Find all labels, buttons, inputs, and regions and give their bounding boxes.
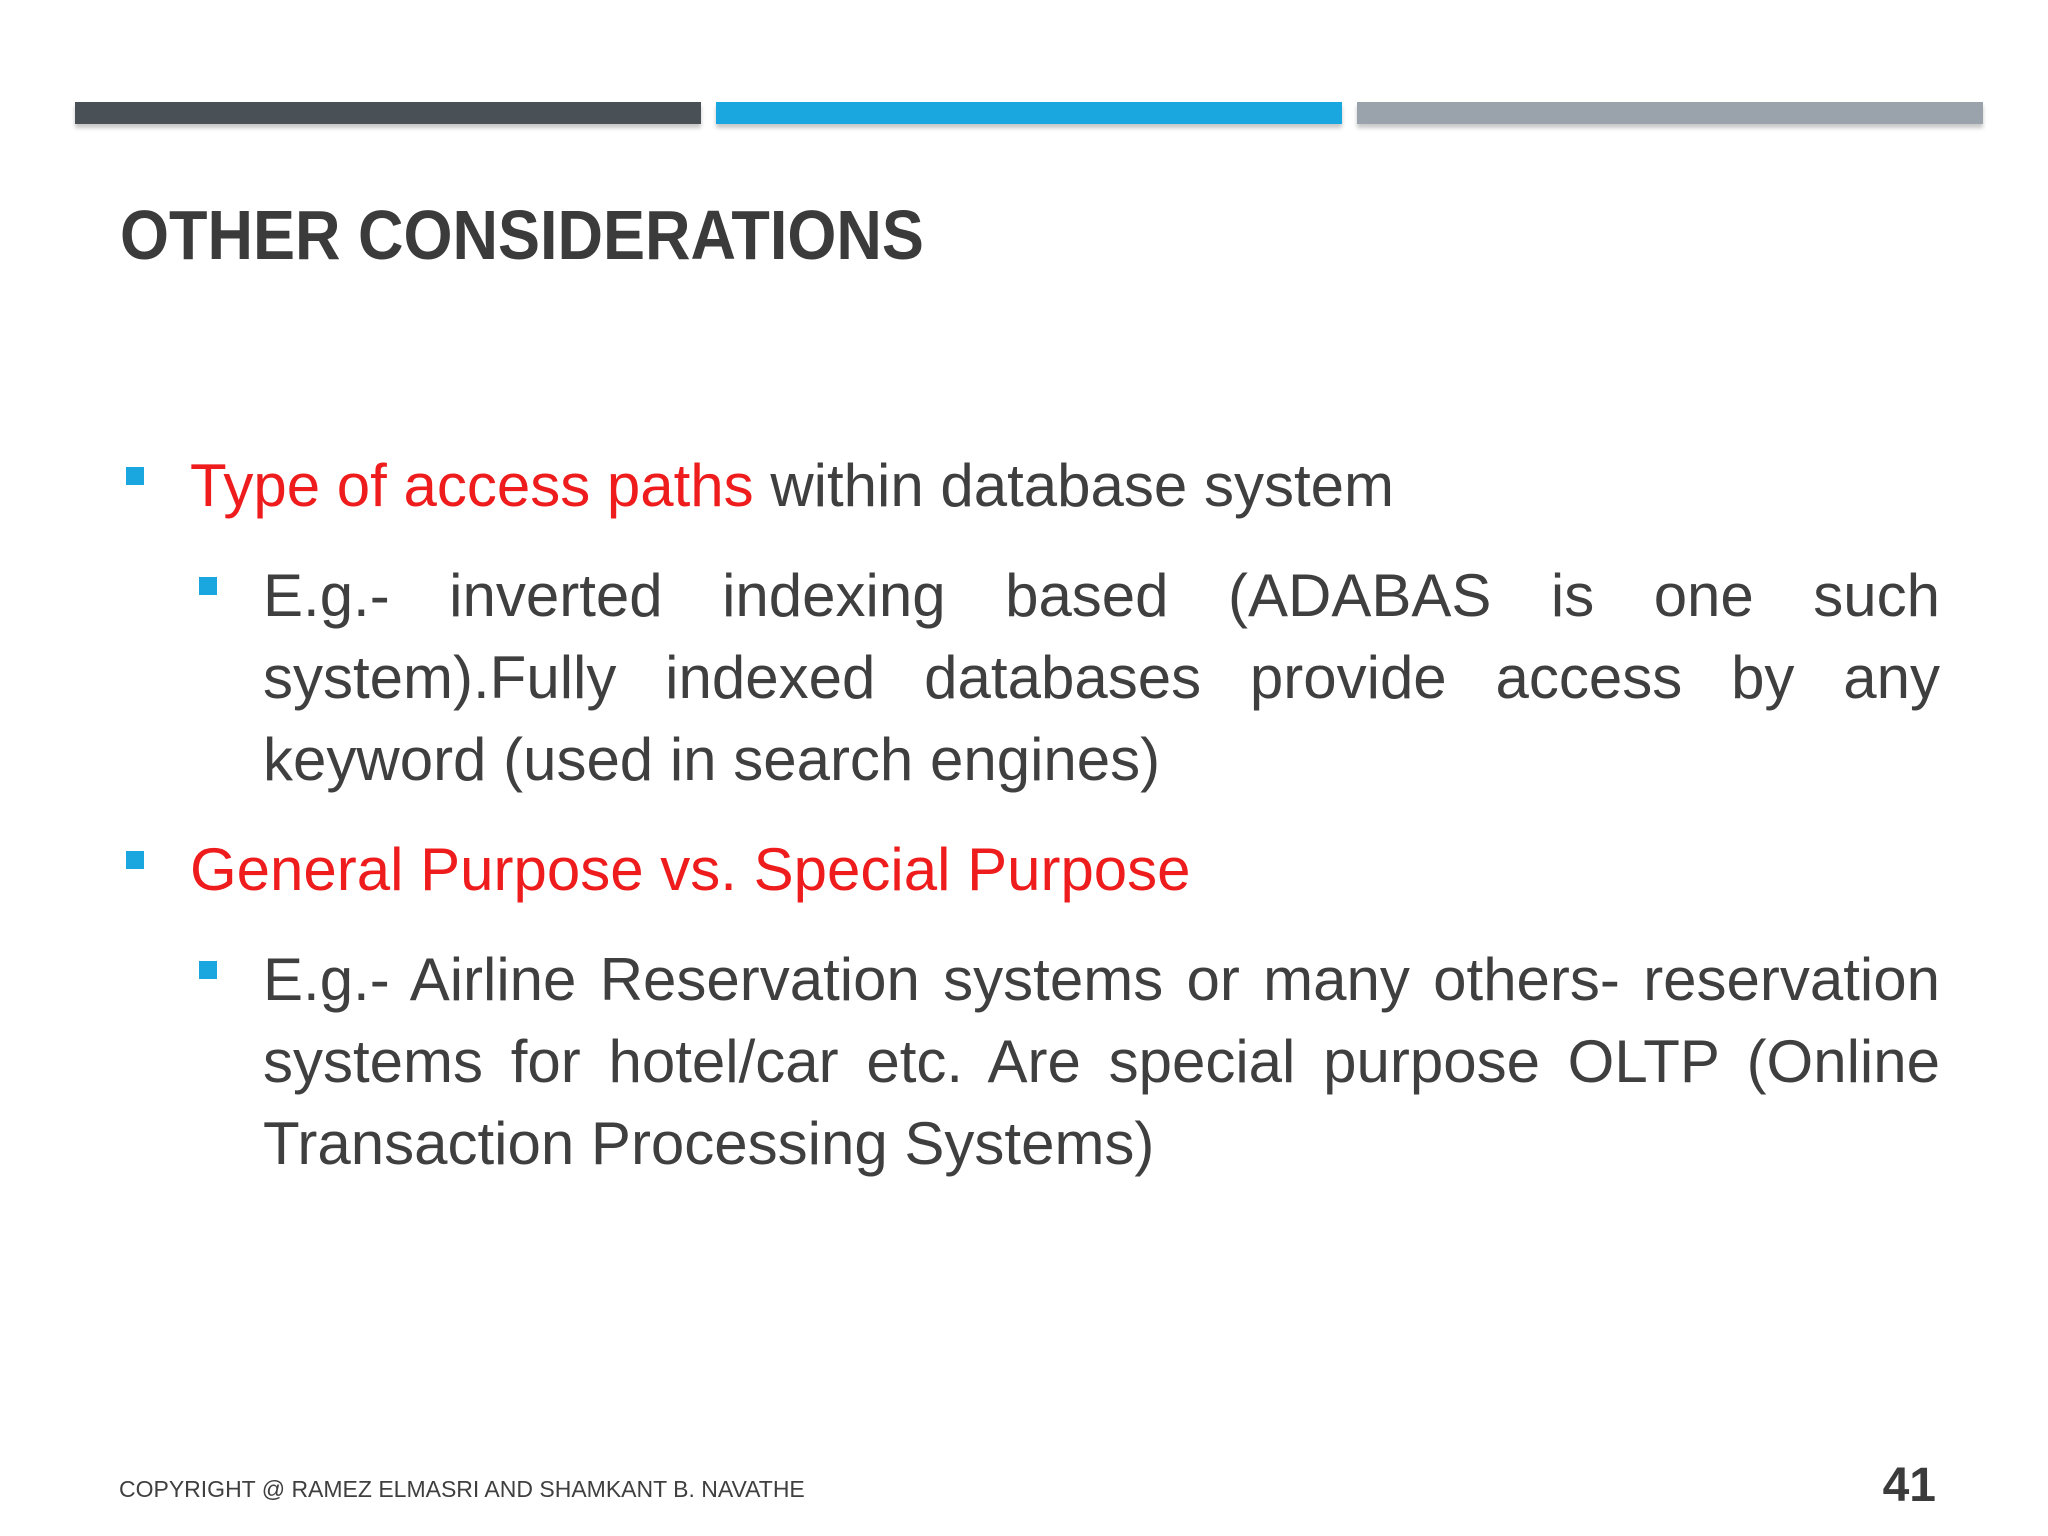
bullet-item-access-paths bbox=[120, 445, 1940, 527]
slide-title: OTHER CONSIDERATIONS bbox=[120, 196, 924, 274]
sub-bullet-text: E.g.- inverted indexing based (ADABAS is one such system).Fully indexed databases provide access by any keyword (used in search engines) bbox=[263, 562, 1940, 793]
sub-bullet-text: E.g.- Airline Reservation systems or many others- reservation systems for hotel/car etc. Are special purpose OLTP (Online Transaction Processing Systems) bbox=[263, 946, 1940, 1177]
header-bar-right bbox=[1357, 102, 1983, 124]
header-bar-left bbox=[75, 102, 701, 124]
page-number: 41 bbox=[1882, 1459, 1936, 1512]
header-bar-middle bbox=[716, 102, 1342, 124]
bullet-text: within database system bbox=[753, 452, 1394, 519]
sub-bullet-item-reservation bbox=[193, 939, 1940, 1185]
square-bullet-icon bbox=[199, 577, 217, 595]
square-bullet-icon bbox=[199, 961, 217, 979]
bullet-highlight: General Purpose vs. Special Purpose bbox=[190, 836, 1191, 903]
square-bullet-icon bbox=[126, 851, 144, 869]
bullet-highlight: Type of access paths bbox=[190, 452, 754, 519]
sub-bullet-item-indexing bbox=[193, 555, 1940, 801]
bullet-item-general-purpose bbox=[120, 829, 1940, 911]
copyright-footer: COPYRIGHT @ RAMEZ ELMASRI AND SHAMKANT B. NAVATHE bbox=[119, 1476, 805, 1502]
slide-content bbox=[120, 445, 1940, 1213]
square-bullet-icon bbox=[126, 467, 144, 485]
